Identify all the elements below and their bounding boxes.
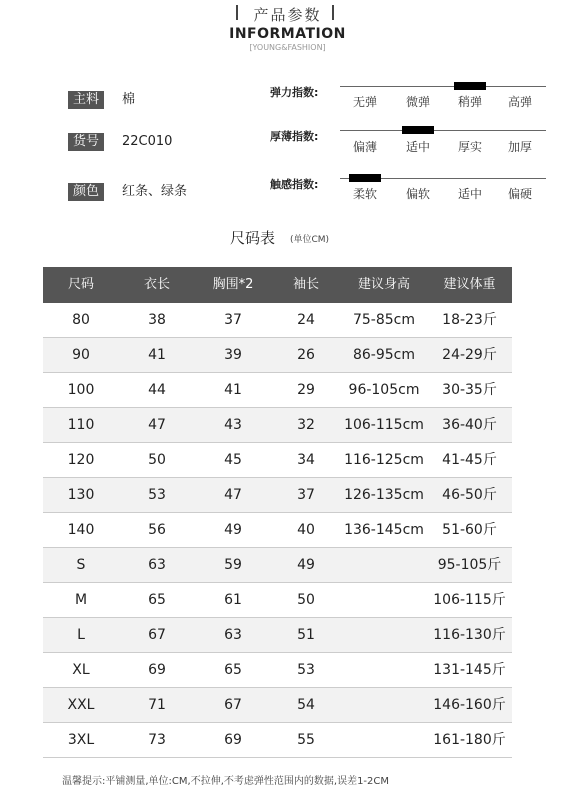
table-cell: 24 <box>297 312 315 328</box>
table-cell: 29 <box>297 382 315 398</box>
table-cell: 131-145斤 <box>433 662 506 678</box>
table-cell: 67 <box>224 697 242 713</box>
table-cell: 161-180斤 <box>433 732 506 748</box>
table-row <box>43 303 512 338</box>
table-cell: 95-105斤 <box>437 557 502 573</box>
table-cell: 41 <box>224 382 242 398</box>
table-cell: S <box>76 557 86 573</box>
table-row <box>43 688 512 723</box>
attr-label-item-number: 货号 <box>68 133 104 151</box>
table-cell: 45 <box>224 452 242 468</box>
table-cell: 53 <box>297 662 315 678</box>
attr-label-color: 颜色 <box>68 183 104 201</box>
table-row <box>43 618 512 653</box>
page-subtitle: INFORMATION <box>229 26 346 42</box>
table-cell: 69 <box>224 732 242 748</box>
table-row <box>43 723 512 758</box>
table-cell: 50 <box>297 592 315 608</box>
table-cell: 65 <box>148 592 166 608</box>
table-cell: 43 <box>224 417 242 433</box>
table-cell: 71 <box>148 697 166 713</box>
table-row <box>43 653 512 688</box>
table-cell: 47 <box>224 487 242 503</box>
index-label-elasticity: 弹力指数: <box>270 86 319 99</box>
size-table-header <box>43 267 512 303</box>
table-cell: 116-130斤 <box>433 627 506 643</box>
table-cell: 86-95cm <box>352 347 415 363</box>
footnote: 温馨提示:平铺测量,单位:CM,不拉伸,不考虑弹性范围内的数据,误差1-2CM <box>62 776 390 787</box>
attr-label-material: 主料 <box>68 91 104 109</box>
attr-value-color: 红条、绿条 <box>122 184 188 199</box>
table-header-cell: 建议体重 <box>443 277 496 292</box>
table-cell: 18-23斤 <box>442 312 497 328</box>
table-cell: 96-105cm <box>348 382 420 398</box>
table-cell: 106-115斤 <box>433 592 506 608</box>
table-cell: 73 <box>148 732 166 748</box>
table-cell: 49 <box>297 557 315 573</box>
table-cell: 41-45斤 <box>442 452 497 468</box>
table-cell: 51 <box>297 627 315 643</box>
table-cell: 130 <box>67 487 95 503</box>
index-marker <box>402 126 434 134</box>
table-cell: 63 <box>148 557 166 573</box>
index-option: 偏软 <box>405 187 430 201</box>
index-option: 无弹 <box>352 95 377 109</box>
table-cell: 30-35斤 <box>442 382 497 398</box>
index-option: 稍弹 <box>457 95 482 109</box>
table-header-cell: 袖长 <box>292 277 319 292</box>
header-divider-right <box>332 5 334 20</box>
table-row <box>43 443 512 478</box>
index-label-thickness: 厚薄指数: <box>270 130 319 143</box>
table-cell: 75-85cm <box>352 312 415 328</box>
table-cell: 67 <box>148 627 166 643</box>
table-cell: M <box>74 592 88 608</box>
table-cell: 61 <box>224 592 242 608</box>
index-option: 适中 <box>457 187 482 201</box>
table-row <box>43 408 512 443</box>
table-cell: 56 <box>148 522 166 538</box>
table-cell: 120 <box>67 452 95 468</box>
table-cell: 46-50斤 <box>442 487 497 503</box>
table-cell: 106-115cm <box>344 417 424 433</box>
index-marker <box>349 174 381 182</box>
table-cell: 126-135cm <box>344 487 424 503</box>
table-cell: 38 <box>148 312 166 328</box>
table-cell: 49 <box>224 522 242 538</box>
attr-value-material: 棉 <box>122 92 136 107</box>
table-cell: 39 <box>224 347 242 363</box>
table-cell: XL <box>72 662 90 678</box>
table-cell: 44 <box>148 382 166 398</box>
table-cell: 136-145cm <box>344 522 424 538</box>
table-cell: 100 <box>67 382 95 398</box>
table-cell: 41 <box>148 347 166 363</box>
table-cell: 53 <box>148 487 166 503</box>
table-row <box>43 548 512 583</box>
table-cell: 37 <box>224 312 242 328</box>
table-cell: 51-60斤 <box>442 522 497 538</box>
table-cell: 47 <box>148 417 166 433</box>
table-cell: 69 <box>148 662 166 678</box>
table-cell: 40 <box>297 522 315 538</box>
index-option: 厚实 <box>457 140 482 154</box>
table-header-cell: 衣长 <box>143 277 170 292</box>
table-header-cell: 胸围*2 <box>212 277 254 292</box>
page-tagline: [YOUNG&FASHION] <box>249 43 326 52</box>
attr-value-item-number: 22C010 <box>122 134 173 149</box>
table-cell: 59 <box>224 557 242 573</box>
table-cell: 54 <box>297 697 315 713</box>
table-row <box>43 338 512 373</box>
index-option: 柔软 <box>352 187 377 201</box>
index-option: 偏硬 <box>507 187 532 201</box>
table-row <box>43 373 512 408</box>
table-cell: 90 <box>72 347 90 363</box>
table-cell: L <box>77 627 85 643</box>
table-cell: 26 <box>297 347 315 363</box>
index-option: 加厚 <box>507 140 532 154</box>
table-cell: 55 <box>297 732 315 748</box>
table-header-cell: 尺码 <box>67 277 94 292</box>
table-cell: 110 <box>67 417 95 433</box>
size-table-unit: (单位CM) <box>290 235 330 245</box>
table-cell: 24-29斤 <box>442 347 497 363</box>
table-cell: 34 <box>297 452 315 468</box>
index-option: 适中 <box>405 140 430 154</box>
table-cell: XXL <box>67 697 95 713</box>
table-row <box>43 513 512 548</box>
table-cell: 65 <box>224 662 242 678</box>
index-label-softness: 触感指数: <box>270 178 319 191</box>
size-table-title: 尺码表 <box>230 229 276 247</box>
table-cell: 32 <box>297 417 315 433</box>
table-row <box>43 478 512 513</box>
index-scale-line <box>340 86 546 87</box>
table-cell: 80 <box>72 312 90 328</box>
table-cell: 3XL <box>67 732 95 748</box>
table-cell: 36-40斤 <box>442 417 497 433</box>
table-cell: 116-125cm <box>344 452 424 468</box>
table-cell: 63 <box>224 627 242 643</box>
table-cell: 140 <box>67 522 95 538</box>
table-cell: 50 <box>148 452 166 468</box>
index-marker <box>454 82 486 90</box>
table-cell: 146-160斤 <box>433 697 506 713</box>
table-cell: 37 <box>297 487 315 503</box>
table-row <box>43 583 512 618</box>
index-option: 微弹 <box>405 95 430 109</box>
page-title: 产品参数 <box>253 6 322 24</box>
index-option: 高弹 <box>507 95 532 109</box>
index-scale-line <box>340 130 546 131</box>
table-header-cell: 建议身高 <box>357 277 410 292</box>
index-option: 偏薄 <box>352 140 377 154</box>
